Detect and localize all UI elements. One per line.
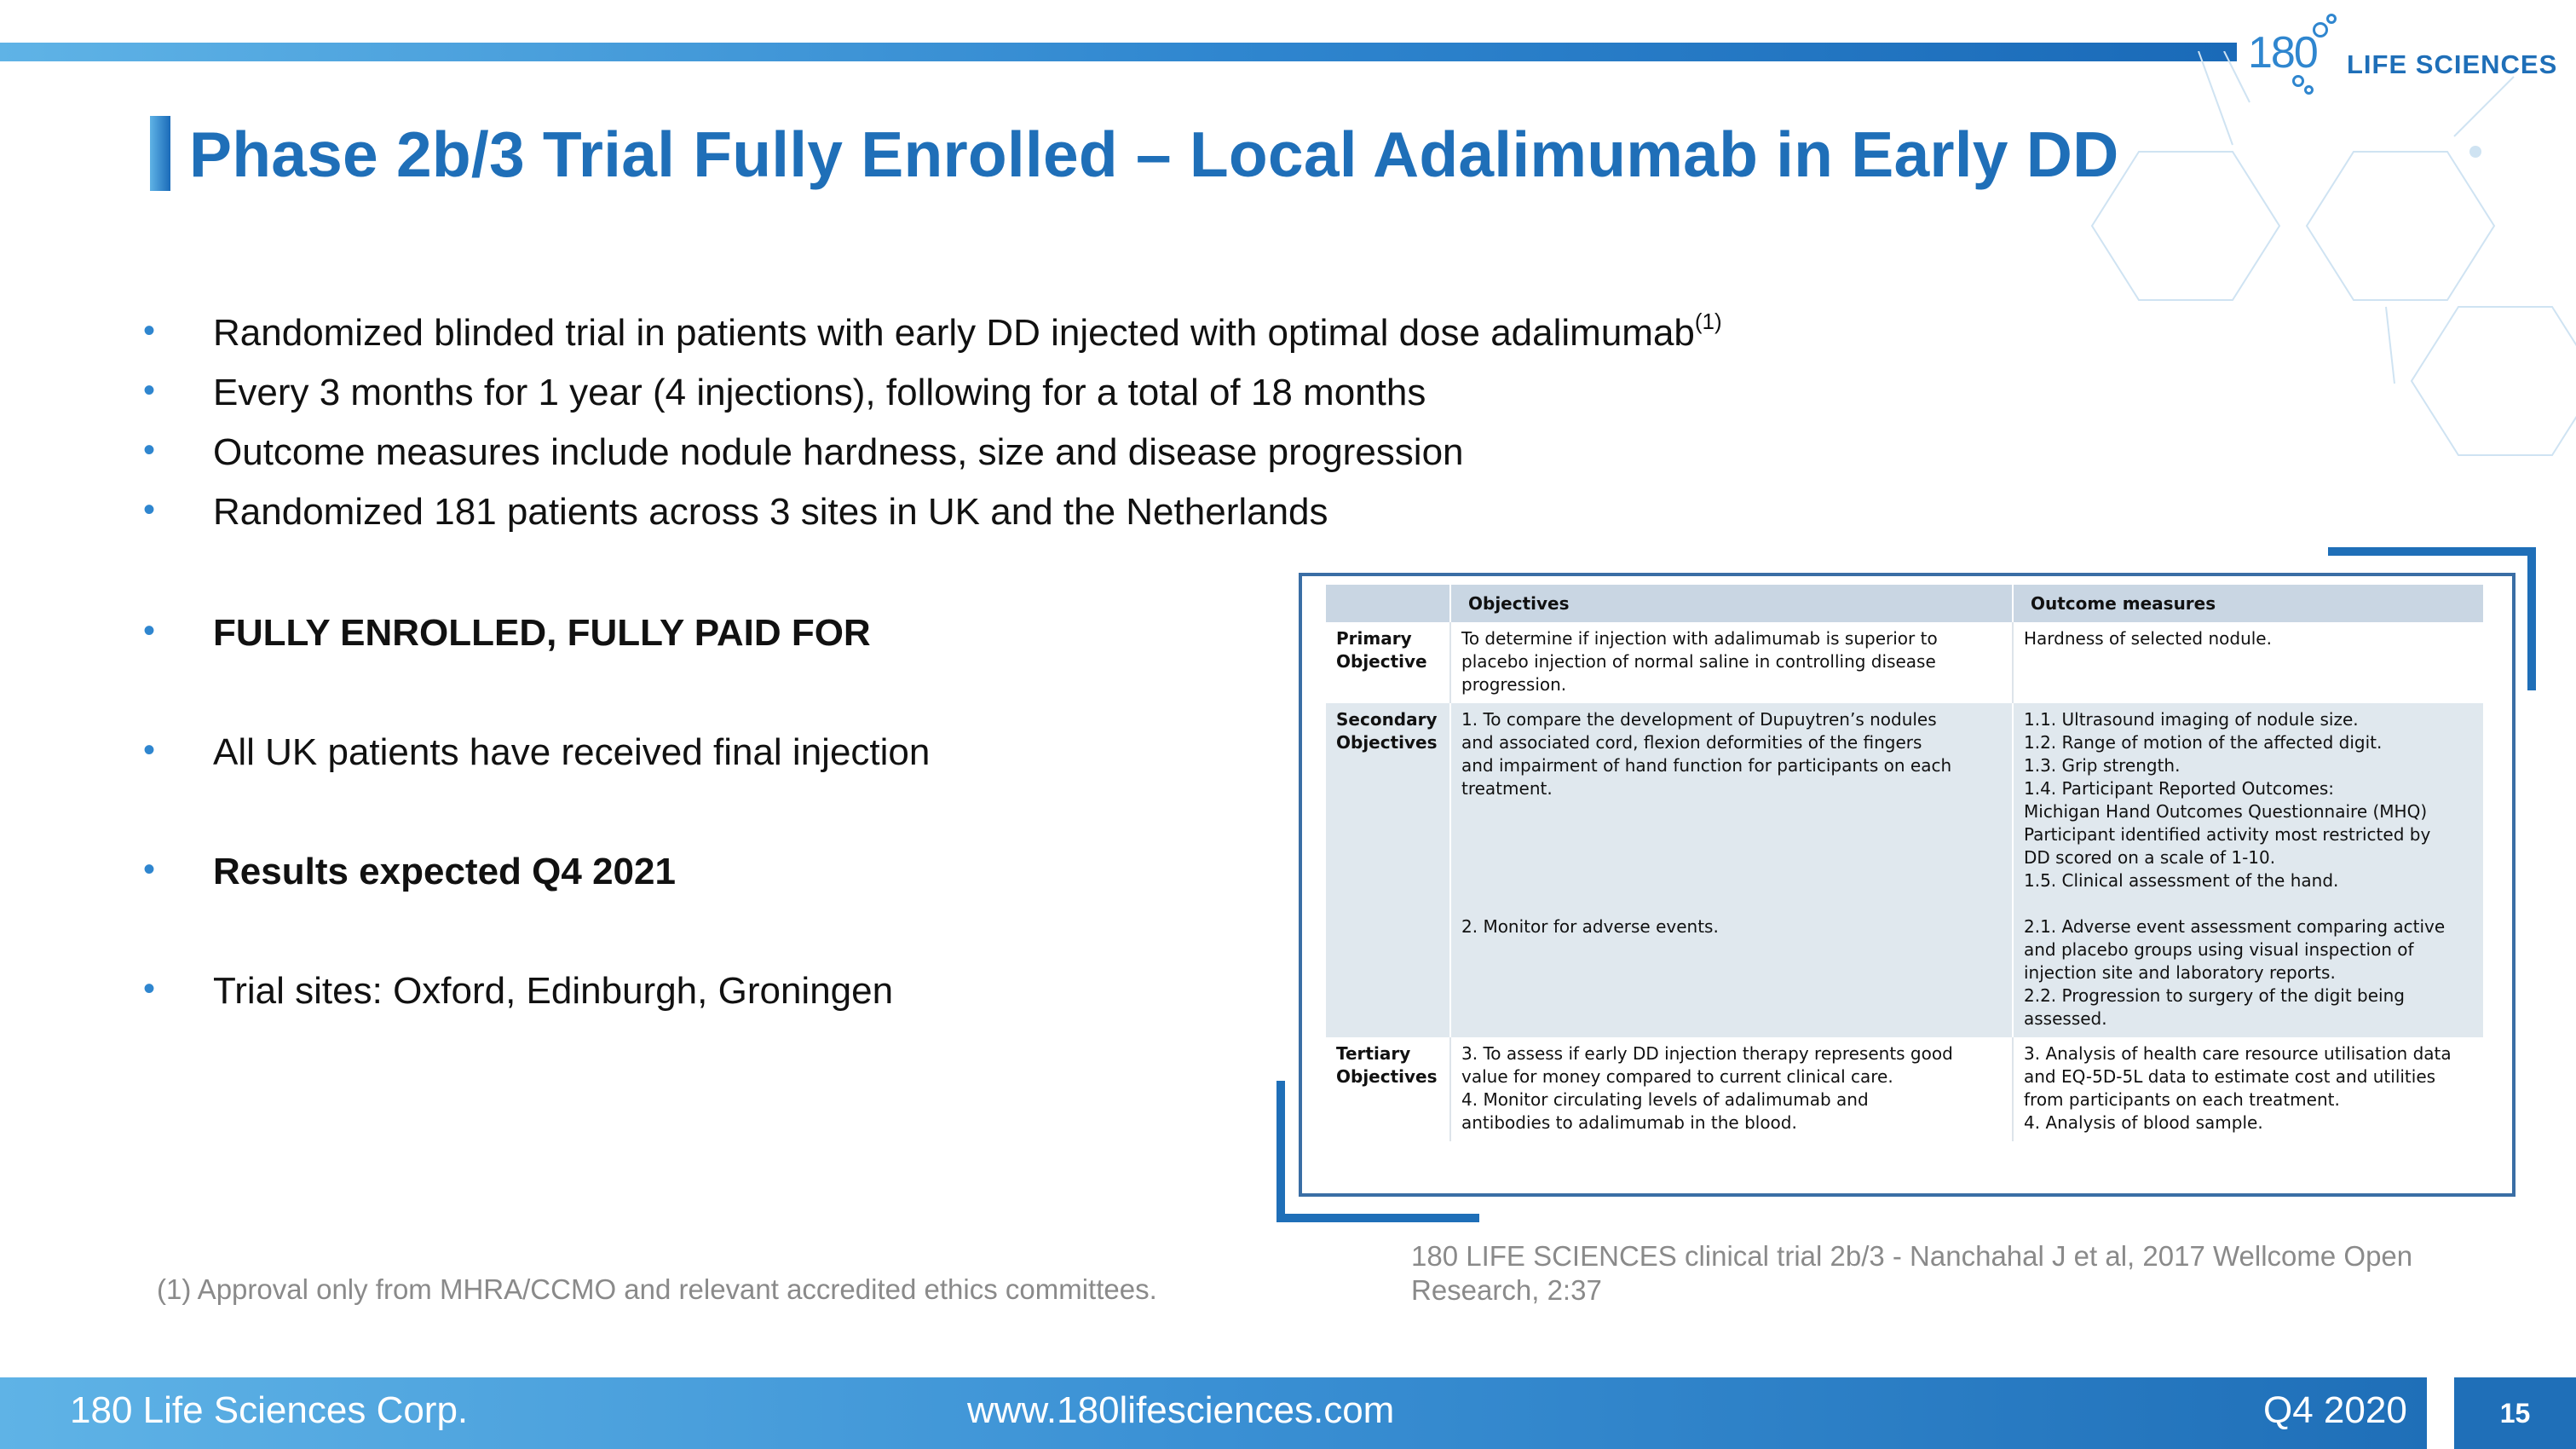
table-header-cell <box>1326 585 1450 622</box>
outcomes-cell <box>2013 703 2483 1037</box>
cell-line: progression. <box>1461 674 1567 695</box>
cell-line: Participant identified activity most restricted by <box>2024 824 2431 845</box>
title-accent-bar <box>150 116 170 191</box>
outcomes-cell <box>2013 622 2483 703</box>
logo-text: LIFE SCIENCES <box>2347 49 2558 79</box>
row-label <box>1326 703 1450 1037</box>
footnote-citation: 180 LIFE SCIENCES clinical trial 2b/3 - Nanchahal J et al, 2017 Wellcome Open Research, 2:37 <box>1411 1240 2413 1306</box>
table-row-secondary <box>1326 703 2483 1037</box>
footer-bar <box>0 1377 2427 1449</box>
cell-line: 4. Monitor circulating levels of adalimumab and <box>1461 1089 1869 1110</box>
cell-line: Hardness of selected nodule. <box>2024 628 2272 649</box>
cell-line: 1. To compare the development of Dupuytren’s nodules <box>1461 709 1937 730</box>
footer-company: 180 Life Sciences Corp. <box>70 1389 469 1431</box>
bullet-dot-icon: • <box>143 970 156 1007</box>
cell-line: DD scored on a scale of 1-10. <box>2024 847 2276 868</box>
page-title: Phase 2b/3 Trial Fully Enrolled – Local Adalimumab in Early DD <box>189 118 2119 190</box>
logo-bubble-icon <box>2326 14 2337 24</box>
cell-line: 3. To assess if early DD injection therapy represents good <box>1461 1043 1953 1064</box>
cell-line: and EQ-5D-5L data to estimate cost and utilities <box>2024 1066 2436 1087</box>
cell-line: 1.3. Grip strength. <box>2024 755 2181 776</box>
objectives-cell <box>1450 1037 2013 1141</box>
cell-line: To determine if injection with adalimumab is superior to <box>1461 628 1938 649</box>
footnote-approval: (1) Approval only from MHRA/CCMO and relevant accredited ethics committees. <box>157 1273 1157 1305</box>
bullet-dot-icon: • <box>143 312 156 349</box>
cell-line: 2.2. Progression to surgery of the digit being <box>2024 985 2405 1006</box>
cell-line: 1.4. Participant Reported Outcomes: <box>2024 778 2335 799</box>
bullet-text: Randomized 181 patients across 3 sites in UK and the Netherlands <box>213 491 1328 533</box>
bullet-dot-icon: • <box>143 612 156 649</box>
logo-bubble-icon <box>2313 22 2328 38</box>
page-number: 15 <box>2499 1398 2531 1429</box>
cell-line: and associated cord, flexion deformities of the fingers <box>1461 732 1922 753</box>
table-row-tertiary <box>1326 1037 2483 1141</box>
row-label-line: Objective <box>1336 651 1427 672</box>
cell-line: treatment. <box>1461 778 1553 799</box>
bullet-dot-icon: • <box>143 431 156 469</box>
bullet-text: All UK patients have received final injection <box>213 731 931 773</box>
row-label <box>1326 622 1450 703</box>
table-header-outcomes: Outcome measures <box>2013 585 2483 622</box>
objectives-cell <box>1450 622 2013 703</box>
row-label-line: Secondary <box>1336 709 1438 730</box>
cell-line: placebo injection of normal saline in controlling disease <box>1461 651 1936 672</box>
cell-line: 3. Analysis of health care resource utilisation data <box>2024 1043 2452 1064</box>
cell-line: and placebo groups using visual inspection of <box>2024 939 2414 960</box>
row-label-line: Tertiary <box>1336 1043 1411 1064</box>
top-accent-bar <box>0 43 2237 61</box>
cell-line: antibodies to adalimumab in the blood. <box>1461 1112 1797 1133</box>
cell-line: and impairment of hand function for participants on each <box>1461 755 1952 776</box>
objectives-table <box>1326 585 2483 1141</box>
logo-number: 180 <box>2248 28 2317 78</box>
cell-line: Michigan Hand Outcomes Questionnaire (MHQ) <box>2024 801 2428 822</box>
cell-line: 1.5. Clinical assessment of the hand. <box>2024 870 2339 891</box>
row-label-line: Objectives <box>1336 732 1438 753</box>
row-label <box>1326 1037 1450 1141</box>
bullet-dot-icon: • <box>143 851 156 888</box>
bullet-text: Every 3 months for 1 year (4 injections), following for a total of 18 months <box>213 372 1426 413</box>
row-label-line: Primary <box>1336 628 1412 649</box>
bullet-text: Randomized blinded trial in patients with early DD injected with optimal dose adalimumab <box>213 312 1695 354</box>
bullet-dot-icon: • <box>143 731 156 769</box>
cell-line: value for money compared to current clinical care. <box>1461 1066 1893 1087</box>
cell-line: injection site and laboratory reports. <box>2024 962 2336 983</box>
bullet-text: Results expected Q4 2021 <box>213 851 676 892</box>
objectives-table-box <box>1299 573 2515 1197</box>
outcomes-cell <box>2013 1037 2483 1141</box>
bullet-text: Outcome measures include nodule hardness, size and disease progression <box>213 431 1464 473</box>
objectives-cell <box>1450 703 2013 1037</box>
cell-line: assessed. <box>2024 1008 2107 1029</box>
table-header-objectives: Objectives <box>1450 585 2013 622</box>
footnote-ref: (1) <box>1694 309 1722 334</box>
cell-line: 2. Monitor for adverse events. <box>1461 916 1719 937</box>
cell-line: 1.2. Range of motion of the affected digit. <box>2024 732 2383 753</box>
table-row-primary <box>1326 622 2483 703</box>
bullet-dot-icon: • <box>143 372 156 409</box>
table-header-row <box>1326 585 2483 622</box>
footer-period: Q4 2020 <box>2263 1389 2407 1431</box>
cell-line: 4. Analysis of blood sample. <box>2024 1112 2263 1133</box>
page-number-box <box>2454 1377 2576 1449</box>
row-label-line: Objectives <box>1336 1066 1438 1087</box>
cell-line: 1.1. Ultrasound imaging of nodule size. <box>2024 709 2359 730</box>
footer-website-link[interactable]: www.180lifesciences.com <box>967 1389 1395 1431</box>
bullet-text: Trial sites: Oxford, Edinburgh, Groningen <box>213 970 894 1012</box>
cell-line: 2.1. Adverse event assessment comparing active <box>2024 916 2446 937</box>
cell-line: from participants on each treatment. <box>2024 1089 2340 1110</box>
bullet-dot-icon: • <box>143 491 156 528</box>
bullet-text: FULLY ENROLLED, FULLY PAID FOR <box>213 612 871 654</box>
